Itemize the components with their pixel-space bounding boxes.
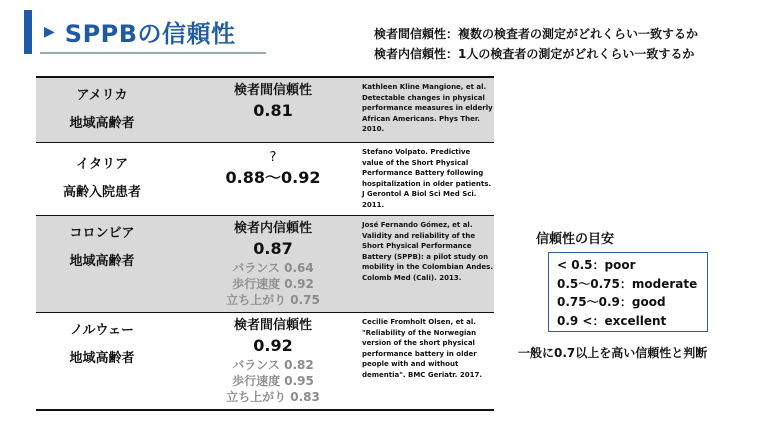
reference-text: Kathleen Kline Mangione, et al. Detectable changes in physical performance measures in elderly African Americans. Phys Ther. 2010.: [362, 83, 493, 133]
population-label: 地域高齢者: [69, 254, 135, 269]
subitem-gait-speed: 歩行速度 0.92: [232, 277, 314, 291]
region-cell: [36, 151, 168, 207]
reliability-type: 検者内信頼性: [233, 221, 312, 236]
title-accent-bar: [24, 10, 32, 54]
reliability-cell: [168, 317, 378, 405]
subitem-chair-stand: 立ち上がり 0.83: [226, 390, 320, 404]
reliability-cell: [168, 82, 378, 122]
reliability-type: ?: [269, 150, 277, 165]
reference-text: Cecilie Fromholt Olsen, et al. "Reliability of the Norwegian version of the short physical performance battery in older people with and without dementia". BMC Geriatr. 2017.: [362, 318, 482, 379]
reliability-table: [36, 76, 494, 411]
country-label: アメリカ: [76, 88, 128, 103]
country-label: ノルウェー: [70, 323, 134, 338]
reliability-value: 0.88〜0.92: [225, 168, 321, 187]
region-cell: [36, 220, 168, 276]
slide-title-area: [44, 14, 236, 49]
table-row-italy: [36, 143, 494, 216]
reference-text: Stefano Volpato. Predictive value of the Short Physical Performance Battery following hospitalization in older patients. J Gerontol A Biol Sci Med Sci. 2011.: [362, 148, 492, 209]
guide-line-moderate: 0.5〜0.75：moderate: [557, 276, 698, 291]
reference-text: José Fernando Gómez, et al. Validity and reliability of the Short Physical Performance Battery (SPPB): a pilot study on mobility in the Colombian Andes. Colomb Med (Cali). 2013.: [362, 221, 493, 282]
reliability-value: 0.92: [253, 336, 293, 355]
subitem-gait-speed: 歩行速度 0.95: [232, 374, 314, 388]
guide-line-excellent: 0.9 <：excellent: [557, 313, 667, 328]
guide-title: 信頼性の目安: [536, 232, 615, 247]
title-underline: [40, 52, 266, 54]
region-cell: [36, 317, 168, 373]
country-label: コロンビア: [69, 226, 135, 241]
population-label: 高齢入院患者: [62, 185, 141, 200]
subitem-balance: バランス 0.82: [232, 358, 314, 372]
reliability-value: 0.81: [253, 101, 293, 120]
subitem-balance: バランス 0.64: [232, 261, 314, 275]
reliability-cell: [168, 149, 378, 189]
table-row-usa: [36, 76, 494, 143]
population-label: 地域高齢者: [69, 351, 135, 366]
reliability-type: 検者間信頼性: [233, 83, 312, 98]
reliability-type: 検者間信頼性: [233, 318, 312, 333]
definition-inter-rater: 検者間信頼性：複数の検査者の測定がどれくらい一致するか: [374, 27, 699, 41]
table-row-colombia: [36, 216, 494, 313]
subitem-chair-stand: 立ち上がり 0.75: [226, 293, 320, 307]
reliability-guide-box: [548, 252, 708, 332]
reliability-value: 0.87: [253, 239, 293, 258]
slide-title: SPPBの信頼性: [64, 20, 236, 48]
reliability-cell: [168, 220, 378, 308]
guide-note: 一般に0.7以上を高い信頼性と判断: [518, 346, 708, 360]
country-label: イタリア: [75, 157, 128, 172]
triangle-right-icon: ▶: [44, 23, 55, 40]
definition-intra-rater: 検者内信頼性：1人の検査者の測定がどれくらい一致するか: [374, 47, 695, 61]
guide-line-poor: < 0.5：poor: [557, 258, 636, 272]
table-row-norway: [36, 313, 494, 411]
region-cell: [36, 82, 168, 138]
guide-line-good: 0.75〜0.9：good: [557, 295, 666, 309]
population-label: 地域高齢者: [69, 116, 135, 131]
definitions: [374, 24, 698, 64]
